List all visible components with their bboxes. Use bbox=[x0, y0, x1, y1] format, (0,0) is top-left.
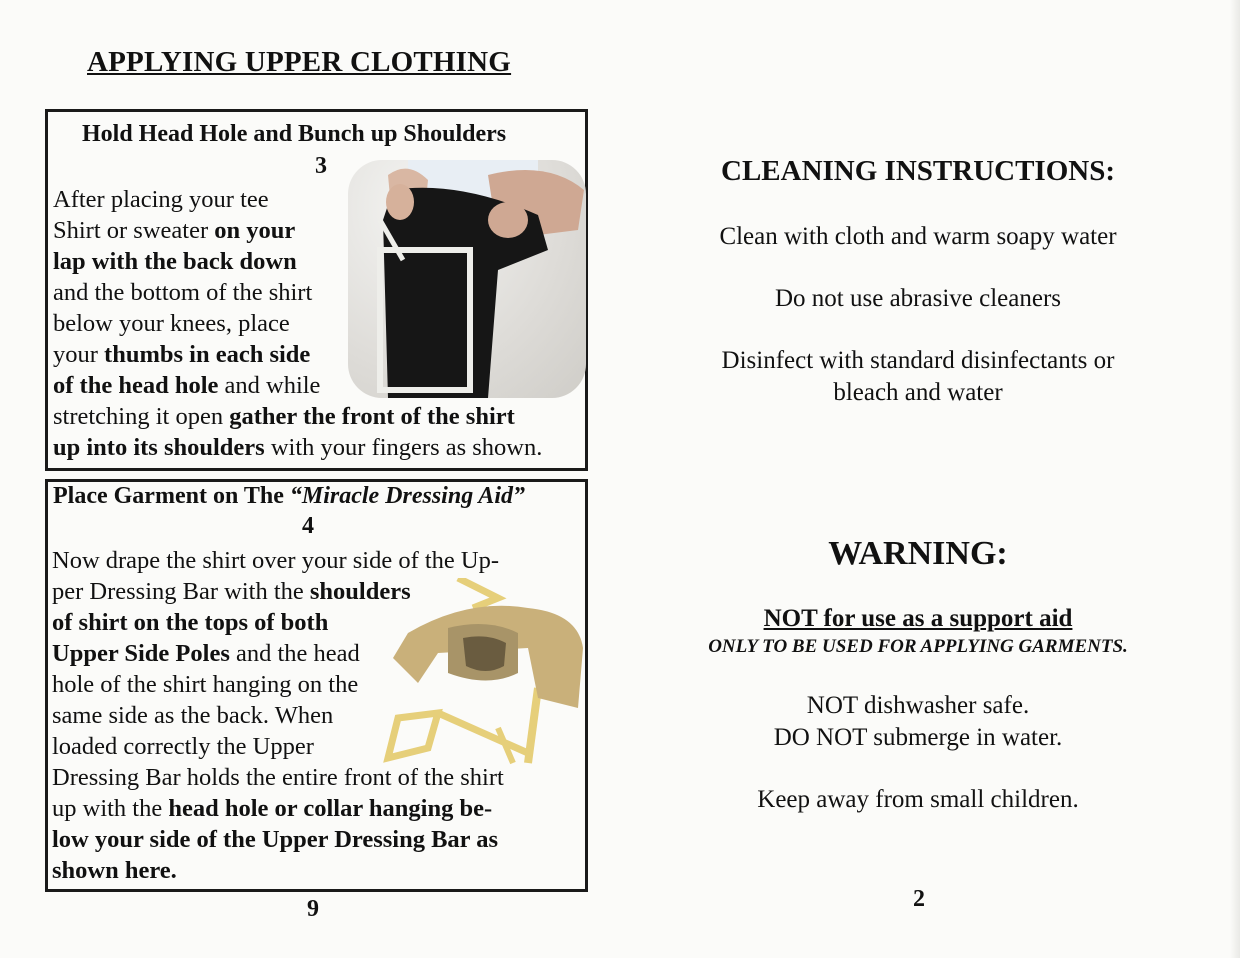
step-4-text: and the head bbox=[229, 640, 360, 667]
step-4-line bbox=[52, 824, 504, 855]
step-3-line bbox=[53, 370, 542, 401]
warning-line-3: Keep away from small children. bbox=[757, 786, 1079, 813]
page-number-right: 2 bbox=[913, 886, 925, 912]
step-4-heading bbox=[53, 483, 525, 510]
step-4-heading-product: “Miracle Dressing Aid” bbox=[289, 483, 525, 509]
step-3-line bbox=[53, 184, 542, 215]
step-3-emphasis: on your bbox=[214, 217, 296, 244]
step-3-text: After placing your tee bbox=[53, 186, 269, 213]
step-3-line bbox=[53, 246, 542, 277]
cleaning-line-1: Clean with cloth and warm soapy water bbox=[719, 223, 1117, 250]
page-edge-shadow bbox=[1230, 0, 1240, 958]
step-3-text: below your knees, place bbox=[53, 310, 290, 337]
step-3-line bbox=[53, 401, 542, 432]
step-4-emphasis: shown here. bbox=[52, 857, 177, 884]
step-4-heading-plain: Place Garment on The bbox=[53, 483, 290, 509]
warning-subtitle: NOT for use as a support aid bbox=[763, 605, 1073, 632]
step-4-emphasis: Upper Side Poles bbox=[52, 640, 230, 667]
step-4-line bbox=[52, 607, 504, 638]
step-4-line bbox=[52, 545, 504, 576]
warning-line-1: NOT dishwasher safe. bbox=[806, 692, 1030, 719]
step-4-text: up with the bbox=[52, 795, 169, 822]
step-3-emphasis: of the head hole bbox=[53, 372, 219, 399]
step-4-text: same side as the back. When bbox=[52, 702, 334, 729]
step-4-line bbox=[52, 762, 504, 793]
step-3-line bbox=[53, 277, 542, 308]
step-4-text: per Dressing Bar with the bbox=[52, 578, 310, 605]
step-4-line bbox=[52, 638, 504, 669]
step-3-line bbox=[53, 339, 542, 370]
step-3-text: Shirt or sweater bbox=[53, 217, 215, 244]
step-4-text: Now drape the shirt over your side of the Up- bbox=[52, 547, 500, 574]
step-4-line bbox=[52, 731, 504, 762]
step-3-line bbox=[53, 215, 542, 246]
step-4-emphasis: shoulders bbox=[309, 578, 411, 605]
cleaning-line-2: Do not use abrasive cleaners bbox=[775, 285, 1061, 312]
step-3-heading: Hold Head Hole and Bunch up Shoulders bbox=[82, 121, 507, 147]
step-4-line bbox=[52, 576, 504, 607]
step-3-line bbox=[53, 432, 542, 463]
step-4-emphasis: low your side of the Upper Dressing Bar as bbox=[52, 826, 499, 853]
step-4-emphasis: of shirt on the tops of both bbox=[52, 609, 329, 636]
step-3-emphasis: up into its shoulders bbox=[53, 434, 265, 461]
step-3-text: with your fingers as shown. bbox=[264, 434, 543, 461]
cleaning-line-3: Disinfect with standard disinfectants or bbox=[721, 347, 1115, 374]
step-4-line bbox=[52, 669, 504, 700]
step-3-emphasis: thumbs in each side bbox=[104, 341, 311, 368]
step-4-text: hole of the shirt hanging on the bbox=[52, 671, 359, 698]
step-4-emphasis: head hole or collar hanging be- bbox=[168, 795, 493, 822]
step-3-emphasis: lap with the back down bbox=[53, 248, 297, 275]
step-3-instructions bbox=[53, 184, 542, 463]
page-number-left: 9 bbox=[307, 896, 319, 922]
step-3-text: your bbox=[53, 341, 105, 368]
cleaning-line-4: bleach and water bbox=[833, 379, 1003, 406]
step-4-text: Dressing Bar holds the entire front of the shirt bbox=[52, 764, 504, 791]
step-3-text: and while bbox=[218, 372, 321, 399]
step-4-instructions bbox=[52, 545, 504, 886]
warning-usage-note: ONLY TO BE USED FOR APPLYING GARMENTS. bbox=[708, 636, 1128, 657]
step-3-text: and the bottom of the shirt bbox=[53, 279, 313, 306]
step-3-emphasis: gather the front of the shirt bbox=[229, 403, 515, 430]
warning-title: WARNING: bbox=[828, 535, 1008, 572]
step-4-line bbox=[52, 700, 504, 731]
warning-line-2: DO NOT submerge in water. bbox=[773, 724, 1063, 751]
cleaning-instructions-title: CLEANING INSTRUCTIONS: bbox=[721, 155, 1115, 187]
step-4-text: loaded correctly the Upper bbox=[52, 733, 314, 760]
step-4-line bbox=[52, 855, 504, 886]
step-4-number: 4 bbox=[302, 513, 314, 539]
right-page bbox=[620, 0, 1240, 958]
step-3-number: 3 bbox=[315, 153, 327, 179]
step-3-line bbox=[53, 308, 542, 339]
step-3-text: stretching it open bbox=[53, 403, 230, 430]
step-4-line bbox=[52, 793, 504, 824]
page-title: APPLYING UPPER CLOTHING bbox=[87, 46, 512, 78]
